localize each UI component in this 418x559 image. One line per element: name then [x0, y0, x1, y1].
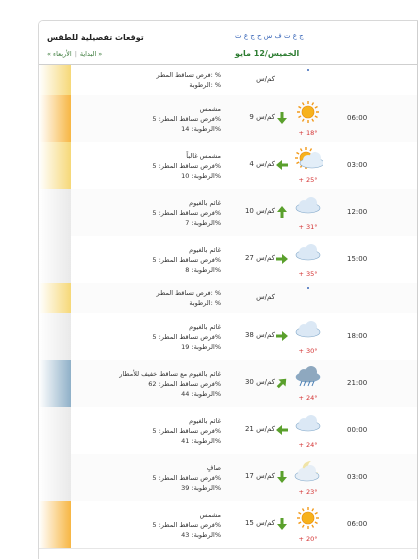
detail-line: الرطوبة: 10%	[181, 171, 221, 180]
temperature: + 35°	[298, 270, 318, 278]
detail-line: فرص تساقط المطر: 5%	[152, 520, 221, 529]
cloud-icon	[293, 317, 323, 343]
cloud-icon	[293, 193, 323, 219]
temperature: + 24°	[298, 394, 318, 402]
day-navigation	[47, 50, 102, 58]
wind-speed: كم/س	[256, 293, 275, 301]
detail-line: فرص تساقط المطر: 5%	[152, 114, 221, 123]
hour-time: 06:00	[347, 519, 368, 528]
temperature: + 18°	[298, 129, 318, 137]
weather-details	[61, 288, 221, 308]
hour-time: 18:00	[347, 331, 368, 340]
wind-direction-icon	[275, 252, 289, 266]
hour-row	[39, 142, 418, 190]
nav-wednesday-link[interactable]: الأربعاء »	[53, 50, 103, 58]
detail-line: الرطوبة: %	[189, 299, 221, 307]
weather-details	[61, 322, 221, 352]
detail-line: الرطوبة: 43%	[181, 530, 221, 539]
wind-speed: 15 كم/س	[244, 518, 275, 527]
sun-icon	[293, 505, 323, 531]
weather-details	[61, 70, 221, 90]
detail-line: فرص تساقط المطر: 5%	[152, 255, 221, 264]
temperature: + 23°	[298, 488, 318, 496]
temperature: + 31°	[298, 223, 318, 231]
weather-details	[61, 245, 221, 275]
temperature: + 25°	[298, 176, 318, 184]
temperature: + 24°	[298, 441, 318, 449]
wind-direction-icon	[275, 111, 289, 125]
hour-row	[39, 189, 418, 237]
sun-icon	[293, 99, 323, 125]
hour-time: 00:00	[347, 425, 368, 434]
cloud-icon	[293, 240, 323, 266]
summary-row	[39, 65, 418, 96]
detail-line: الرطوبة: %	[189, 81, 221, 89]
weather-details	[61, 104, 221, 134]
detail-line: فرص تساقط المطر: %	[156, 289, 221, 297]
wind-speed: 38 كم/س	[244, 330, 275, 339]
hour-row	[39, 360, 418, 408]
moon-cloud-icon	[293, 458, 323, 484]
condition-text: غائم بالغيوم	[189, 416, 221, 425]
forecast-panel	[38, 20, 418, 559]
summary-row	[39, 283, 418, 314]
page-title: توقعات تفصيلية للطقس	[47, 33, 144, 42]
hour-time: 12:00	[347, 207, 368, 216]
hour-row	[39, 236, 418, 284]
summary-dot	[307, 287, 309, 289]
wind-direction-icon	[275, 158, 289, 172]
detail-line: الرطوبة: 8%	[185, 265, 221, 274]
wind-speed: 17 كم/س	[244, 471, 275, 480]
nav-separator: |	[74, 50, 77, 58]
detail-line: فرص تساقط المطر: 5%	[152, 208, 221, 217]
condition-text: صافٍ	[206, 463, 221, 472]
hour-row	[39, 313, 418, 361]
wind-direction-icon	[275, 329, 289, 343]
detail-line: فرص تساقط المطر: 5%	[152, 473, 221, 482]
wind-speed: كم/س	[256, 75, 275, 83]
hour-row	[39, 407, 418, 455]
wind-speed: 27 كم/س	[244, 253, 275, 262]
hour-time: 21:00	[347, 378, 368, 387]
weather-details	[61, 198, 221, 228]
condition-text: غائم بالغيوم	[189, 245, 221, 254]
wind-direction-icon	[275, 470, 289, 484]
wind-direction-icon	[275, 376, 289, 390]
wind-direction-icon	[275, 423, 289, 437]
wind-speed: 4 كم/س	[249, 159, 275, 168]
detail-line: فرص تساقط المطر: 62%	[148, 379, 221, 388]
condition-text: غائم بالغيوم	[189, 322, 221, 331]
detail-line: فرص تساقط المطر: 5%	[152, 161, 221, 170]
weather-details	[61, 151, 221, 181]
condition-text: مشمس	[199, 510, 221, 519]
hour-row	[39, 95, 418, 143]
weather-details	[61, 416, 221, 446]
nav-start-link[interactable]: « البداية	[47, 50, 97, 58]
detail-line: الرطوبة: 7%	[185, 218, 221, 227]
wind-direction-icon	[275, 517, 289, 531]
condition-text: مشمس غالباً	[186, 151, 221, 160]
day-heading: الخميس/12 مايو	[235, 49, 300, 58]
degree-links[interactable]: ج ع ت ف س ح ج ع ت	[235, 32, 304, 40]
weather-details	[61, 510, 221, 540]
sun-cloud-icon	[293, 146, 323, 172]
weather-details	[61, 369, 221, 399]
detail-line: فرص تساقط المطر: 5%	[152, 332, 221, 341]
summary-dot	[307, 69, 309, 71]
cloud-icon	[293, 411, 323, 437]
wind-speed: 9 كم/س	[249, 112, 275, 121]
detail-line: الرطوبة: 41%	[181, 436, 221, 445]
hour-row	[39, 454, 418, 502]
hour-time: 03:00	[347, 472, 368, 481]
wind-speed: 21 كم/س	[244, 424, 275, 433]
rain-icon	[293, 364, 323, 390]
wind-speed: 30 كم/س	[244, 377, 275, 386]
hour-time: 03:00	[347, 160, 368, 169]
hour-time: 06:00	[347, 113, 368, 122]
temperature: + 20°	[298, 535, 318, 543]
detail-line: الرطوبة: 44%	[181, 389, 221, 398]
detail-line: الرطوبة: 14%	[181, 124, 221, 133]
detail-line: الرطوبة: 19%	[181, 342, 221, 351]
detail-line: فرص تساقط المطر: 5%	[152, 426, 221, 435]
detail-line: فرص تساقط المطر: %	[156, 71, 221, 79]
condition-text: غائم بالغيوم	[189, 198, 221, 207]
detail-line: الرطوبة: 39%	[181, 483, 221, 492]
weather-details	[61, 463, 221, 493]
hour-time: 15:00	[347, 254, 368, 263]
wind-direction-icon	[275, 205, 289, 219]
condition-text: مشمس	[199, 104, 221, 113]
temperature: + 30°	[298, 347, 318, 355]
condition-text: غائم بالغيوم مع تساقط خفيف للأمطار	[119, 369, 221, 378]
wind-speed: 10 كم/س	[244, 206, 275, 215]
hour-row	[39, 501, 418, 549]
